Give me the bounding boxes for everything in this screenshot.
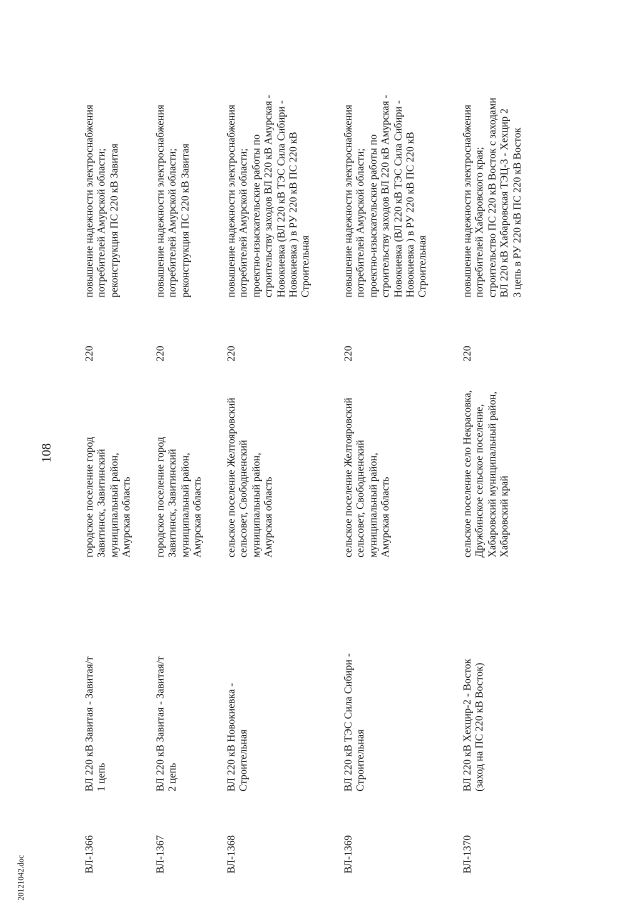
location: городское поселение город Завитинск, Завитинский муниципальный район, Амурская область xyxy=(84,436,133,557)
purpose-description: повышение надежности электроснабжения потребителей Хабаровского края; строительство ПС 220 кВ Восток с заходами ВЛ 220 кВ Хабаровская ТЭЦ-3 - Хехцир 2 3 цепь в РУ 220 кВ ПС 220 кВ Восток xyxy=(462,97,523,297)
line-name: ВЛ 220 кВ Завитая - Завитая/т 1 цепь xyxy=(84,655,108,791)
row-code: ВЛ-1368 xyxy=(226,834,237,873)
row-code: ВЛ-1366 xyxy=(84,834,95,873)
page-number: 108 xyxy=(38,442,53,463)
row-code: ВЛ-1367 xyxy=(155,834,166,873)
line-name: ВЛ 220 кВ Завитая - Завитая/т 2 цепь xyxy=(155,655,179,791)
location: сельское поселение село Некрасовка, Дружбинское сельское поселение, Хабаровский муниципальный район, Хабаровский край xyxy=(462,389,511,557)
line-name: ВЛ 220 кВ ТЭС Сила Сибири - Строительная xyxy=(343,652,367,791)
purpose-description: повышение надежности электроснабжения потребителей Амурской области; реконструкция ПС 220 кВ Завитая xyxy=(84,104,120,297)
purpose-description: повышение надежности электроснабжения потребителей Амурской области; проектно-изыскательские работы по строительству заходов ВЛ 220 кВ Амурская - Новокиевка (ВЛ 220 кВ ТЭС Сила Сибири - Новокиевка ) в РУ 220 кВ ПС 220 кВ Строительная xyxy=(343,94,429,297)
line-name: ВЛ 220 кВ Хехцир-2 - Восток (заход на ПС 220 кВ Восток) xyxy=(462,658,486,791)
location: сельское поселение Желтояровский сельсовет, Свободненский муниципальный район, Амурская область xyxy=(226,397,275,557)
purpose-description: повышение надежности электроснабжения потребителей Амурской области; проектно-изыскательские работы по строительству заходов ВЛ 220 кВ Амурская - Новокиевка (ВЛ 220 кВ ТЭС Сила Сибири - Новокиевка ) в РУ 220 кВ ПС 220 кВ Строительная xyxy=(226,94,312,297)
voltage: 220 xyxy=(462,345,473,361)
line-name: ВЛ 220 кВ Новокиевка - Строительная xyxy=(226,682,250,791)
row-code: ВЛ-1370 xyxy=(462,834,473,873)
voltage: 220 xyxy=(155,345,166,361)
voltage: 220 xyxy=(226,345,237,361)
voltage: 220 xyxy=(84,345,95,361)
row-code: ВЛ-1369 xyxy=(343,834,354,873)
location: городское поселение город Завитинск, Завитинский муниципальный район, Амурская область xyxy=(155,436,204,557)
purpose-description: повышение надежности электроснабжения потребителей Амурской области; реконструкция ПС 220 кВ Завитая xyxy=(155,104,191,297)
location: сельское поселение Желтояровский сельсовет, Свободненский муниципальный район, Амурская область xyxy=(343,397,392,557)
document-file-code: 20121042.doc xyxy=(16,854,25,900)
voltage: 220 xyxy=(343,345,354,361)
